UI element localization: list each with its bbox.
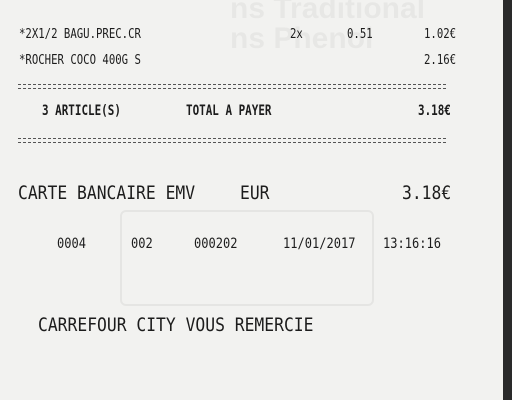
show-through-frame xyxy=(120,210,374,306)
store-number: 0004 xyxy=(57,236,86,252)
ticket-number: 000202 xyxy=(194,236,238,252)
separator-top-1 xyxy=(18,84,446,85)
payment-method: CARTE BANCAIRE EMV xyxy=(18,182,196,204)
item-1-name: *2X1/2 BAGU.PREC.CR xyxy=(19,27,141,42)
transaction-date: 11/01/2017 xyxy=(283,236,356,252)
separator-bottom-1 xyxy=(18,138,446,139)
total-label: TOTAL A PAYER xyxy=(186,103,272,119)
separator-bottom-2 xyxy=(18,142,446,143)
thank-you-message: CARREFOUR CITY VOUS REMERCIE xyxy=(38,314,314,336)
total-value: 3.18€ xyxy=(418,103,451,119)
transaction-time: 13:16:16 xyxy=(383,236,441,252)
separator-top-2 xyxy=(18,88,446,89)
till-number: 002 xyxy=(131,236,153,252)
article-count: 3 ARTICLE(S) xyxy=(42,103,121,119)
payment-amount: 3.18€ xyxy=(402,182,452,204)
payment-currency: EUR xyxy=(240,182,270,204)
item-1-qty: 2x xyxy=(290,27,303,42)
show-through-print xyxy=(230,0,503,84)
item-2-total: 2.16€ xyxy=(424,53,457,68)
item-2-name: *ROCHER COCO 400G S xyxy=(19,53,141,68)
item-1-total: 1.02€ xyxy=(424,27,457,42)
item-1-unit-price: 0.51 xyxy=(347,27,373,42)
